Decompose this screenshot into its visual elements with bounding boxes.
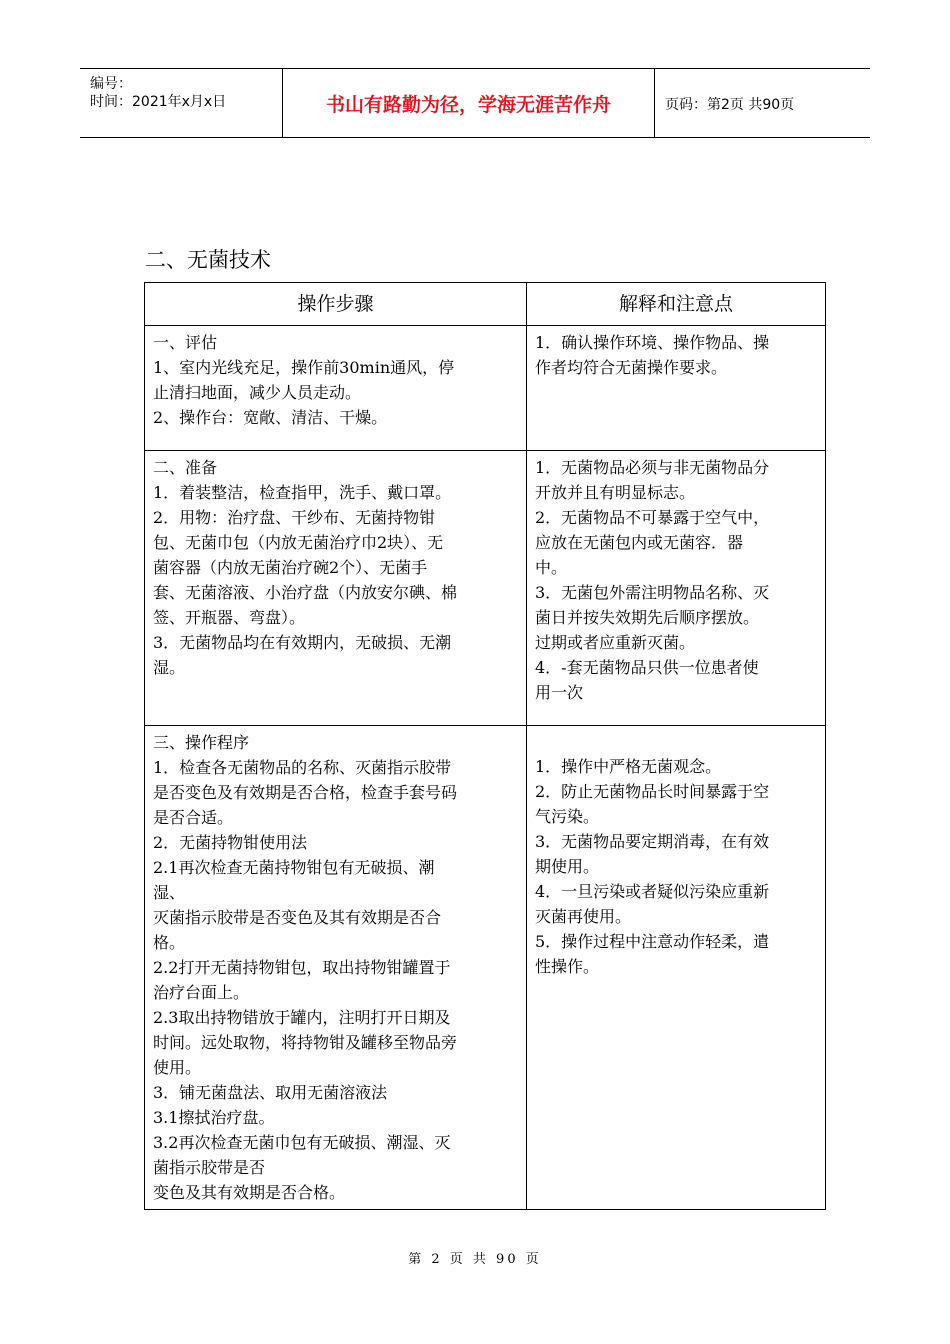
cell-line: 2.1再次检查无菌持物钳包有无破损、潮 <box>153 858 435 877</box>
section-title: 二、无菌技术 <box>145 248 271 272</box>
cell-line: 3.2再次检查无菌巾包有无破损、潮湿、灭 <box>153 1133 451 1152</box>
notes-cell <box>527 326 826 451</box>
cell-line: 开放并且有明显标志。 <box>535 483 696 502</box>
cell-line: 2．用物：治疗盘、干纱布、无菌持物钳 <box>153 508 436 527</box>
cell-line: 作者均符合无菌操作要求。 <box>535 358 728 377</box>
cell-line: 2．无菌持物钳使用法 <box>153 833 308 852</box>
cell-line: 是否变色及有效期是否合格，检查手套号码 <box>153 783 458 802</box>
cell-line: 包、无菌巾包（内放无菌治疗巾2块）、无 <box>153 533 444 552</box>
page-footer: 第 2 页 共 90 页 <box>408 1252 542 1267</box>
cell-line: 使用。 <box>153 1058 202 1077</box>
cell-line: 应放在无菌包内或无菌容．器 <box>535 533 744 552</box>
procedure-table <box>144 282 826 1210</box>
cell-line: 期使用。 <box>535 857 600 876</box>
cell-line: 1．操作中严格无菌观念。 <box>535 757 722 776</box>
cell-line: 1．无菌物品必须与非无菌物品分 <box>535 458 770 477</box>
cell-line: 4．-套无菌物品只供一位患者使 <box>535 658 759 677</box>
cell-line: 格。 <box>153 933 186 952</box>
cell-line: 气污染。 <box>535 807 600 826</box>
cell-line: 3.1擦拭治疗盘。 <box>153 1108 275 1127</box>
cell-line: 止清扫地面，减少人员走动。 <box>153 383 362 402</box>
cell-line: 二、准备 <box>153 458 218 477</box>
cell-line: 菌日并按失效期先后顺序摆放。 <box>535 608 760 627</box>
cell-line: 1、室内光线充足，操作前30min通风，停 <box>153 358 455 377</box>
table-header-row <box>145 283 826 326</box>
cell-line: 套、无菌溶液、小治疗盘（内放安尔碘、棉 <box>153 583 458 602</box>
cell-line: 3．无菌物品要定期消毒，在有效 <box>535 832 770 851</box>
page-info: 页码：第2页 共90页 <box>665 97 795 113</box>
number-label: 编号： <box>90 76 132 92</box>
cell-line: 中。 <box>535 558 568 577</box>
cell-line: 灭菌指示胶带是否变色及其有效期是否合 <box>153 908 442 927</box>
steps-cell <box>145 326 527 451</box>
cell-line: 3．铺无菌盘法、取用无菌溶液法 <box>153 1083 388 1102</box>
cell-line: 2．防止无菌物品长时间暴露于空 <box>535 782 770 801</box>
cell-line: 3．无菌包外需注明物品名称、灭 <box>535 583 770 602</box>
cell-line: 用一次 <box>535 683 584 702</box>
cell-line: 是否合适。 <box>153 808 234 827</box>
cell-line: 2、操作台：宽敞、清洁、干燥。 <box>153 408 388 427</box>
cell-line: 菌容器（内放无菌治疗碗2个）、无菌手 <box>153 558 428 577</box>
header-left-cell <box>80 69 282 137</box>
cell-line: 过期或者应重新灭菌。 <box>535 633 696 652</box>
date-label: 时间：2021年x月x日 <box>90 94 227 110</box>
table-row <box>145 326 826 451</box>
cell-line: 湿。 <box>153 658 186 677</box>
cell-line: 4．一旦污染或者疑似污染应重新 <box>535 882 770 901</box>
cell-line: 3．无菌物品均在有效期内，无破损、无潮 <box>153 633 452 652</box>
table-row <box>145 726 826 1210</box>
cell-line: 2.2打开无菌持物钳包，取出持物钳罐置于 <box>153 958 451 977</box>
cell-line: 菌指示胶带是否 <box>153 1158 266 1177</box>
steps-cell <box>145 451 527 726</box>
cell-line: 2．无菌物品不可暴露于空气中， <box>535 508 770 527</box>
page-header <box>80 68 870 138</box>
cell-line: 一、评估 <box>153 333 218 352</box>
cell-line: 1．检查各无菌物品的名称、灭菌指示胶带 <box>153 758 452 777</box>
cell-line: 1．确认操作环境、操作物品、操 <box>535 333 770 352</box>
cell-line: 签、开瓶器、弯盘）。 <box>153 608 306 627</box>
cell-line: 治疗台面上。 <box>153 983 250 1002</box>
column-header-notes: 解释和注意点 <box>527 283 826 326</box>
cell-line: 2.3取出持物错放于罐内，注明打开日期及 <box>153 1008 451 1027</box>
cell-line: 1．着装整洁，检查指甲，洗手、戴口罩。 <box>153 483 452 502</box>
header-divider <box>654 69 655 137</box>
column-header-steps: 操作步骤 <box>145 283 527 326</box>
table-row <box>145 451 826 726</box>
steps-cell <box>145 726 527 1210</box>
cell-line: 性操作。 <box>535 957 600 976</box>
cell-line: 5．操作过程中注意动作轻柔，遣 <box>535 932 770 951</box>
cell-line: 湿、 <box>153 883 186 902</box>
cell-line: 时间。远处取物，将持物钳及罐移至物品旁 <box>153 1033 458 1052</box>
cell-line: 灭菌再使用。 <box>535 907 632 926</box>
header-motto: 书山有路勤为径，学海无涯苦作舟 <box>325 93 611 116</box>
cell-line: 三、操作程序 <box>153 733 250 752</box>
notes-cell <box>527 726 826 1210</box>
cell-line: 变色及其有效期是否合格。 <box>153 1183 346 1202</box>
notes-cell <box>527 451 826 726</box>
